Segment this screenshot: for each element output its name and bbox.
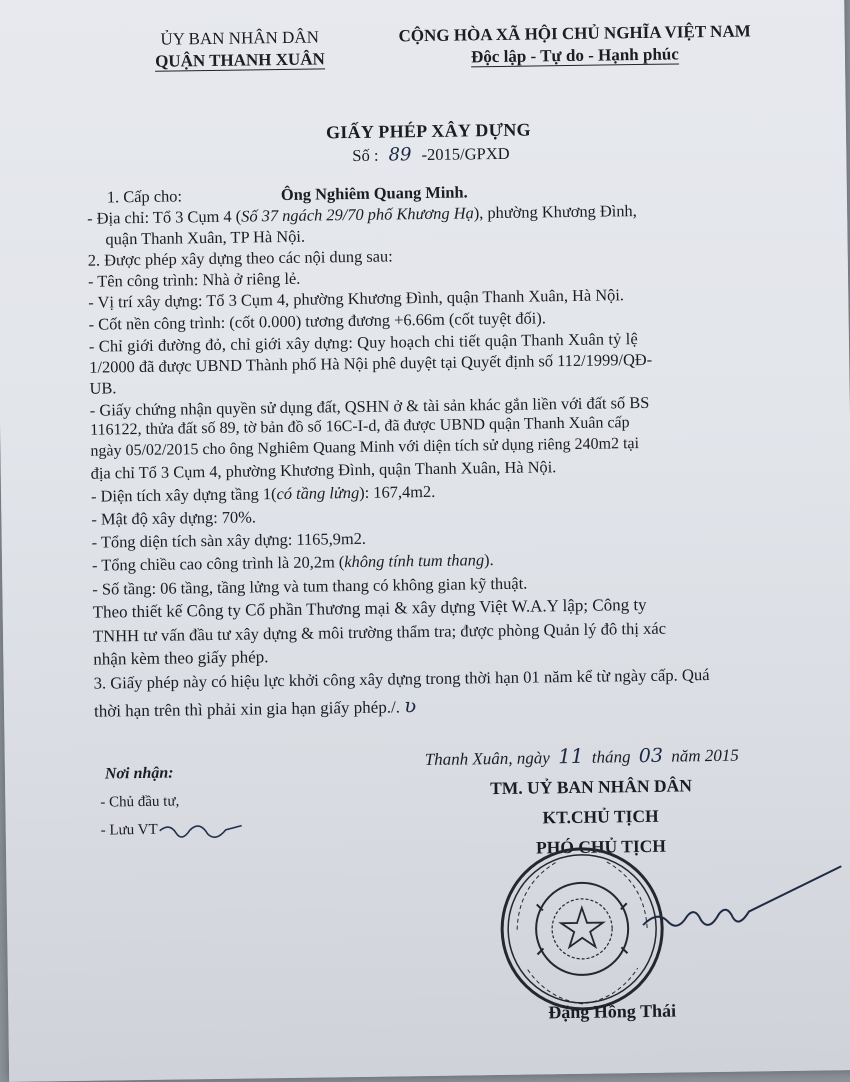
signature-line3: PHÓ CHỦ TỊCH — [535, 835, 667, 858]
validity-end: thời hạn trên thì phải xin gia hạn giấy phép./. — [93, 697, 401, 721]
motto-line1: CỘNG HÒA XÃ HỘI CHỦ NGHĨA VIỆT NAM — [398, 21, 751, 46]
recipient-item: - Chủ đầu tư, — [100, 793, 180, 811]
height-italic: không tính tum thang — [344, 550, 485, 572]
signature-line2: KT.CHỦ TỊCH — [542, 805, 659, 828]
body-line: 1/2000 đã được UBND Thành phố Hà Nội phê duyệt tại Quyết định số 112/1999/QĐ- — [89, 349, 653, 377]
body-line: địa chỉ Tổ 3 Cụm 4, phường Khương Đình, quận Thanh Xuân, Hà Nội. — [90, 457, 557, 483]
address-text-end: ), phường Khương Đình, — [473, 201, 637, 223]
body-line: - Tên công trình: Nhà ở riêng lẻ. — [87, 268, 301, 291]
grantee-name: Ông Nghiêm Quang Minh. — [280, 182, 468, 205]
body-line — [92, 550, 494, 576]
body-line: - Chỉ giới đường đỏ, chỉ giới xây dựng: Quy hoạch chi tiết quận Thanh Xuân tỷ lệ — [88, 329, 638, 356]
body-line — [94, 693, 417, 721]
body-line: - Vị trí xây dựng: Tổ 3 Cụm 4, phường Khương Đình, quận Thanh Xuân, Hà Nội. — [88, 285, 625, 312]
address-text: - Địa chỉ: Tổ 3 Cụm 4 ( — [87, 206, 242, 228]
grantee-label: 1. Cấp cho: — [106, 186, 183, 207]
recipient-item-text: - Lưu VT — [100, 821, 158, 839]
date-month: 03 — [638, 744, 664, 768]
body-line: - Số tầng: 06 tầng, tầng lửng và tum thang có không gian kỹ thuật. — [92, 573, 528, 599]
permit-number — [352, 143, 510, 166]
floor-area-italic: có tầng lửng — [276, 482, 360, 504]
agency-name — [115, 27, 366, 72]
recipient-item — [101, 822, 158, 840]
document-title: GIẤY PHÉP XÂY DỰNG — [325, 119, 532, 143]
signature-line1: TM. UỶ BAN NHÂN DÂN — [490, 775, 693, 799]
body-line: 2. Được phép xây dựng theo các nội dung sau: — [87, 246, 393, 270]
body-line: 116122, thửa đất số 89, tờ bản đồ số 16C-I-d, đã được UBND quận Thanh Xuân cấp — [90, 414, 630, 439]
body-line: - Cốt nền công trình: (cốt 0.000) tương đương +6.66m (cốt tuyệt đối). — [88, 308, 546, 334]
motto-line2: Độc lập - Tự do - Hạnh phúc — [470, 44, 679, 67]
height-text: - Tổng chiều cao công trình là 20,2m ( — [91, 552, 345, 575]
agency-line1: ỦY BAN NHÂN DÂN — [160, 27, 320, 49]
date-place: Thanh Xuân, ngày — [424, 748, 551, 770]
signer-name: Đặng Hồng Thái — [548, 1000, 677, 1023]
date-year: năm 2015 — [671, 745, 739, 766]
date-day: 11 — [557, 743, 584, 769]
body-line: UB. — [89, 378, 117, 398]
signature-scribble — [636, 860, 848, 973]
height-text-end: ). — [483, 550, 494, 570]
body-line: 3. Giấy phép này có hiệu lực khởi công xây dựng trong thời hạn 01 năm kể từ ngày cấp. Quá — [93, 665, 710, 693]
body-line: - Giấy chứng nhận quyền sử dụng đất, QSHN ở & tài sản khác gắn liền với đất số BS — [89, 392, 650, 420]
issue-date — [425, 742, 739, 770]
body-line — [91, 482, 435, 507]
date-month-label: tháng — [591, 747, 631, 767]
address-italic: Số 37 ngách 29/70 phố Khương Hạ — [241, 203, 474, 226]
national-motto — [375, 21, 776, 69]
body-line: nhận kèm theo giấy phép. — [93, 647, 269, 669]
floor-area-text: - Diện tích xây dựng tầng 1( — [90, 484, 277, 506]
initials-scribble — [156, 816, 246, 847]
body-line: Theo thiết kế Công ty Cổ phần Thương mại & xây dựng Việt W.A.Y lập; Công ty — [92, 594, 647, 622]
floor-area-value: ): 167,4m2. — [359, 481, 436, 502]
body-line: ngày 05/02/2015 cho ông Nghiêm Quang Minh với diện tích sử dụng riêng 240m2 tại — [90, 435, 640, 460]
body-line: TNHH tư vấn đầu tư xây dựng & môi trường thẩm tra; được phòng Quản lý đô thị xác — [92, 618, 667, 646]
recipients-title: Nơi nhận: — [104, 764, 174, 783]
body-line: - Tổng diện tích sàn xây dựng: 1165,9m2. — [91, 528, 367, 552]
number-prefix: Số : — [352, 145, 379, 166]
handwritten-mark: ʋ — [404, 693, 417, 718]
body-line: quận Thanh Xuân, TP Hà Nội. — [105, 226, 306, 249]
body-line: - Mật độ xây dựng: 70%. — [91, 507, 257, 529]
agency-line2: QUẬN THANH XUÂN — [154, 49, 325, 71]
number-suffix: -2015/GPXD — [421, 143, 510, 165]
number-handwritten: 89 — [388, 144, 412, 166]
